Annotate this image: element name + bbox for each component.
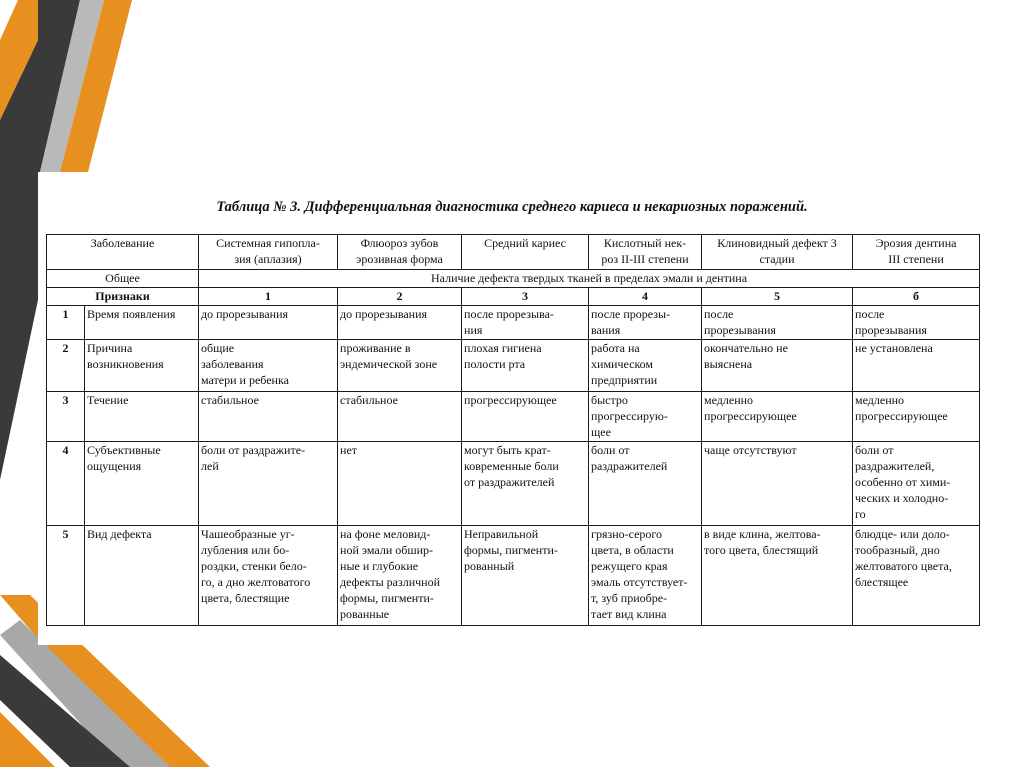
table-cell: стабильное — [338, 392, 462, 442]
table-cell: нет — [338, 442, 462, 526]
row-number: 5 — [47, 526, 85, 626]
row-sign: Течение — [85, 392, 199, 442]
header-col-5: Клиновидный дефект 3 стадии — [702, 235, 853, 270]
row-sign: Причина возникновения — [85, 340, 199, 392]
table-cell: после прорезывания — [702, 306, 853, 340]
table-cell: стабильное — [199, 392, 338, 442]
table-cell: медленно прогрессирующее — [853, 392, 980, 442]
table-row — [47, 340, 980, 392]
row-number: 3 — [47, 392, 85, 442]
row-number: 4 — [47, 442, 85, 526]
table-cell: прогрессирующее — [462, 392, 589, 442]
table-cell: быстро прогрессирую- щее — [589, 392, 702, 442]
table-cell: могут быть крат- ковременные боли от раздражителей — [462, 442, 589, 526]
table-row — [47, 392, 980, 442]
common-text: Наличие дефекта твердых тканей в пределах эмали и дентина — [199, 270, 980, 288]
table-row — [47, 526, 980, 626]
header-col-1: Системная гипопла- зия (аплазия) — [199, 235, 338, 270]
row-sign: Вид дефекта — [85, 526, 199, 626]
row-number: 1 — [47, 306, 85, 340]
header-col-3: Средний кариес — [462, 235, 589, 270]
table-cell: после прорезывания — [853, 306, 980, 340]
common-row — [47, 270, 980, 288]
header-row — [47, 235, 980, 270]
table-cell: на фоне меловид- ной эмали обшир- ные и глубокие дефекты различной формы, пигменти- рованные — [338, 526, 462, 626]
table-cell: в виде клина, желтова- того цвета, блестящий — [702, 526, 853, 626]
header-col-6: Эрозия дентина III степени — [853, 235, 980, 270]
table-cell: медленно прогрессирующее — [702, 392, 853, 442]
table-cell: Неправильной формы, пигменти- рованный — [462, 526, 589, 626]
table-cell: до прорезывания — [338, 306, 462, 340]
sign-number-3: 3 — [462, 288, 589, 306]
table-title: Таблица № 3. Дифференциальная диагностика среднего кариеса и некариозных поражений. — [216, 199, 808, 215]
table-cell: боли от раздражите- лей — [199, 442, 338, 526]
table-row — [47, 306, 980, 340]
row-sign: Время появления — [85, 306, 199, 340]
table-cell: боли от раздражителей, особенно от хими- ческих и холодно- го — [853, 442, 980, 526]
signs-label: Признаки — [47, 288, 199, 306]
table-cell: блюдце- или доло- тообразный, дно желтоватого цвета, блестящее — [853, 526, 980, 626]
header-disease: Заболевание — [47, 235, 199, 270]
table-cell: до прорезывания — [199, 306, 338, 340]
diagnosis-table — [46, 234, 980, 626]
sign-number-6: б — [853, 288, 980, 306]
row-number: 2 — [47, 340, 85, 392]
table-cell: общие заболевания матери и ребенка — [199, 340, 338, 392]
common-label: Общее — [47, 270, 199, 288]
table-cell: грязно-серого цвета, в области режущего края эмаль отсутствует- т, зуб приобре- тает вид клина — [589, 526, 702, 626]
table-cell: проживание в эндемической зоне — [338, 340, 462, 392]
table-cell: работа на химическом предприятии — [589, 340, 702, 392]
sign-number-5: 5 — [702, 288, 853, 306]
table-cell: после прорезы- вания — [589, 306, 702, 340]
table-cell: чаще отсутствуют — [702, 442, 853, 526]
table-row — [47, 442, 980, 526]
table-cell: Чашеобразные уг- лубления или бо- роздки, стенки бело- го, а дно желтоватого цвета, блестящие — [199, 526, 338, 626]
header-col-2: Флюороз зубов эрозивная форма — [338, 235, 462, 270]
sign-number-2: 2 — [338, 288, 462, 306]
table-cell: не установлена — [853, 340, 980, 392]
signs-row — [47, 288, 980, 306]
table-cell: боли от раздражителей — [589, 442, 702, 526]
row-sign: Субъективные ощущения — [85, 442, 199, 526]
table-cell: после прорезыва- ния — [462, 306, 589, 340]
sign-number-4: 4 — [589, 288, 702, 306]
table-cell: окончательно не выяснена — [702, 340, 853, 392]
sign-number-1: 1 — [199, 288, 338, 306]
table-cell: плохая гигиена полости рта — [462, 340, 589, 392]
header-col-4: Кислотный нек- роз II-III степени — [589, 235, 702, 270]
